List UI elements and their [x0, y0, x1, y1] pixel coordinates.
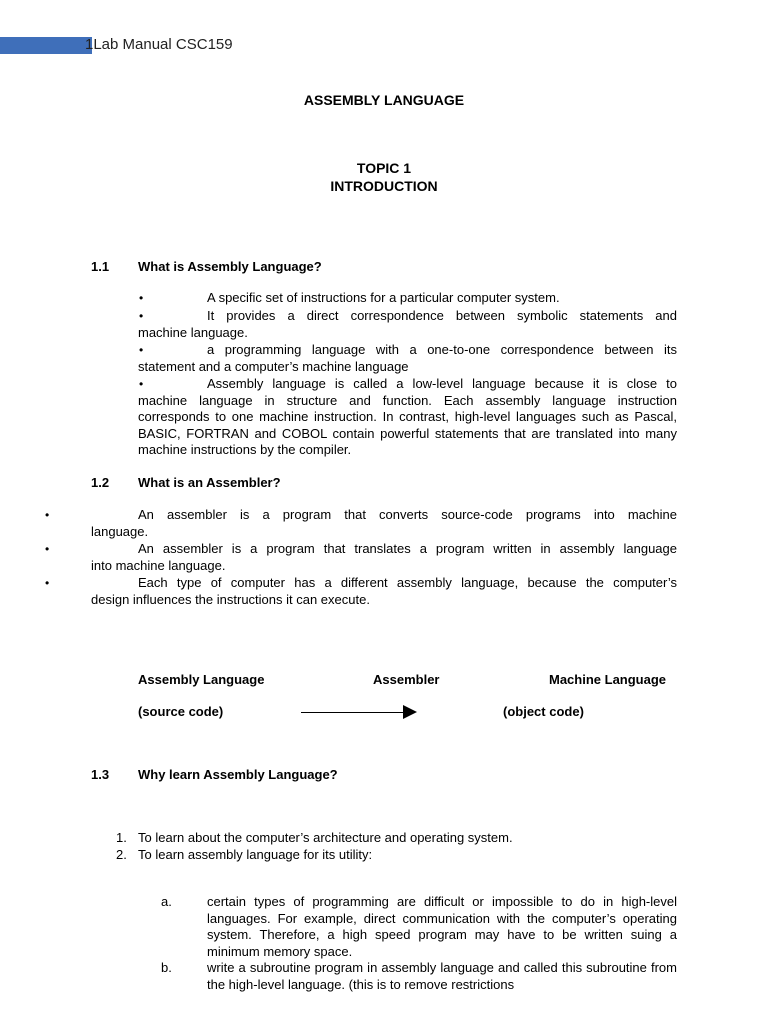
numbered-item-text: To learn assembly language for its utility:: [138, 847, 373, 862]
section-1-2-number: 1.2: [91, 475, 110, 490]
section-1-1-title: What is Assembly Language?: [138, 259, 322, 274]
bullet-icon: •: [45, 542, 50, 556]
lettered-item-marker: a.: [161, 894, 172, 909]
lettered-item-marker: b.: [161, 960, 172, 975]
bullet-icon: •: [139, 343, 144, 357]
flow-source-title: Assembly Language: [138, 672, 265, 687]
document-title: ASSEMBLY LANGUAGE: [303, 92, 465, 108]
flow-arrow-line: [301, 712, 405, 713]
arrow-right-icon: [403, 705, 417, 719]
topic-title: INTRODUCTION: [330, 178, 438, 194]
flow-assembler-title: Assembler: [373, 672, 440, 687]
lettered-item-text: write a subroutine program in assembly language and called this subroutine from the high-level language. (this is to remove restrictions: [207, 960, 677, 992]
bullet-icon: •: [139, 377, 144, 391]
bullet-icon: •: [139, 291, 144, 305]
section-1-3-number: 1.3: [91, 767, 110, 782]
s1-1-item-1: A specific set of instructions for a particular computer system.: [207, 290, 560, 305]
section-1-1-number: 1.1: [91, 259, 110, 274]
flow-target-subtitle: (object code): [503, 704, 584, 719]
s1-1-item-3: a programming language with a one-to-one correspondence between its statement and a computer’s machine language: [138, 342, 677, 374]
s1-2-item-1: An assembler is a program that converts source-code programs into machine language.: [91, 507, 677, 539]
flow-target-title: Machine Language: [549, 672, 667, 687]
numbered-item-marker: 1.: [116, 830, 127, 845]
flow-source-subtitle: (source code): [138, 704, 224, 719]
s1-2-item-3: Each type of computer has a different assembly language, because the computer’s design influences the instructions it can execute.: [91, 575, 677, 607]
s1-1-item-4: Assembly language is called a low-level language because it is close to machine language in structure and function. Each assembly language instruction corresponds to one machine instruction. In contrast, high-level languages such as Pascal, BASIC, FORTRAN and COBOL contain powerful statements that are translated into many machine instructions by the compiler.: [138, 376, 677, 458]
lettered-item-text: certain types of programming are difficult or impossible to do in high-level languages. For example, direct communication with the computer’s operating system. Therefore, a high speed program may have to be written suing a minimum memory space.: [207, 894, 677, 959]
bullet-icon: •: [139, 309, 144, 323]
bullet-icon: •: [45, 576, 50, 590]
s1-2-item-2: An assembler is a program that translates a program written in assembly language into machine language.: [91, 541, 677, 573]
section-1-3-title: Why learn Assembly Language?: [138, 767, 338, 782]
section-1-2-title: What is an Assembler?: [138, 475, 281, 490]
numbered-item-marker: 2.: [116, 847, 127, 862]
numbered-item-text: To learn about the computer’s architecture and operating system.: [138, 830, 513, 845]
s1-1-item-2: It provides a direct correspondence between symbolic statements and machine language.: [138, 308, 677, 340]
topic-number: TOPIC 1: [356, 160, 412, 176]
page-header: 1Lab Manual CSC159: [85, 36, 233, 53]
bullet-icon: •: [45, 508, 50, 522]
header-accent-bar: [0, 37, 92, 54]
